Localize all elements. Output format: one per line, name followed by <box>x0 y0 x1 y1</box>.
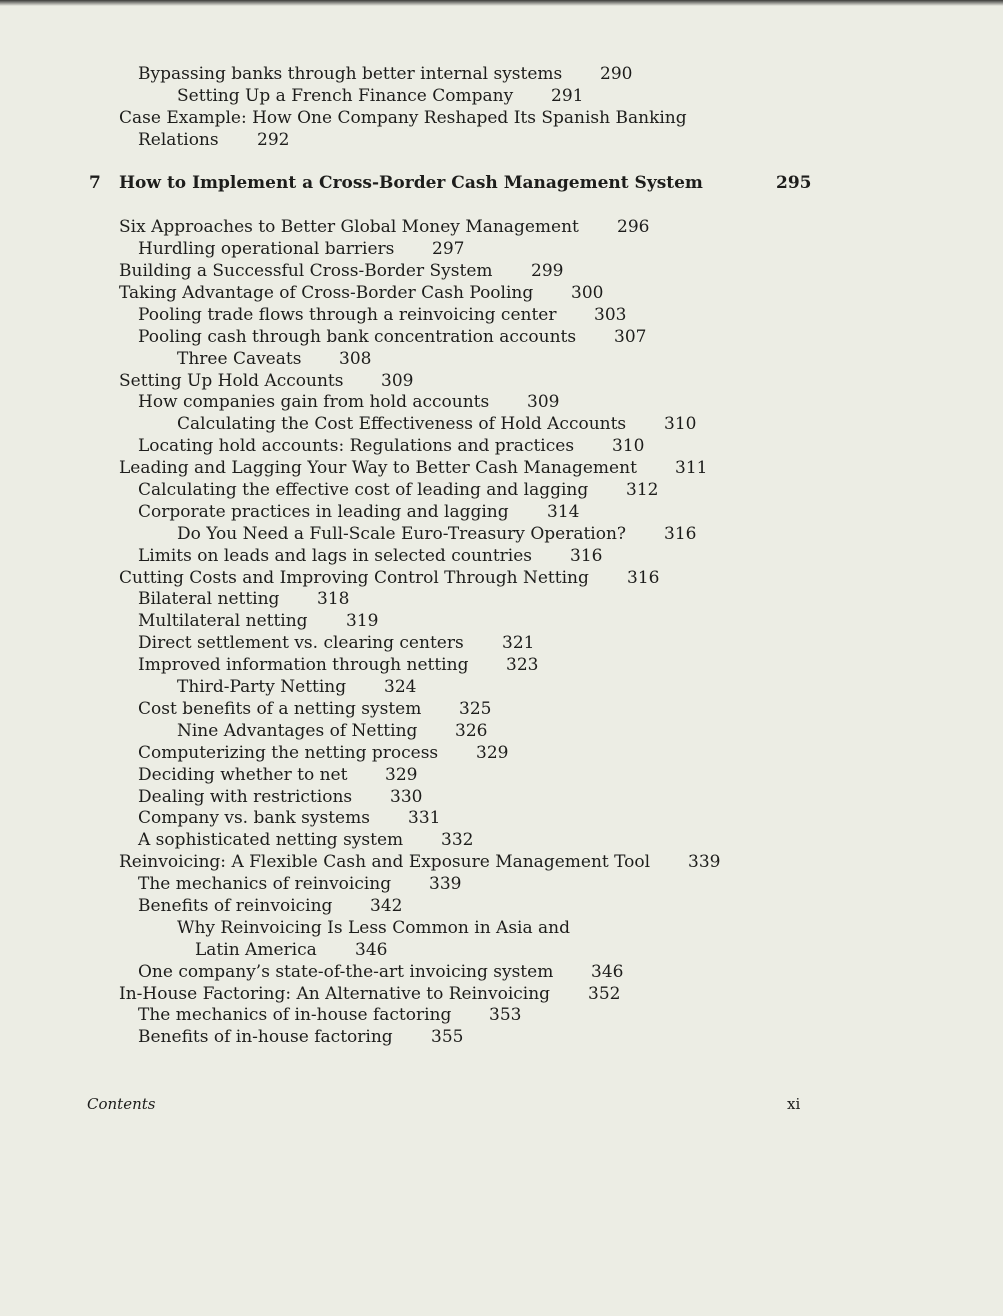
toc-entry-title: Calculating the effective cost of leading and lagging <box>138 480 589 501</box>
toc-entry[interactable] <box>0 130 1003 152</box>
toc-entry[interactable] <box>0 108 1003 130</box>
toc-entry-page-number: 296 <box>617 217 650 238</box>
toc-entry-page-number: 339 <box>429 874 462 895</box>
toc-entry[interactable] <box>0 765 1003 787</box>
toc-entry[interactable] <box>0 64 1003 86</box>
toc-entry-title: In-House Factoring: An Alternative to Reinvoicing <box>119 983 551 1004</box>
toc-entry-page-number: 290 <box>600 64 633 84</box>
toc-entry-title: Calculating the Cost Effectiveness of Hold Accounts <box>177 414 627 435</box>
toc-entry[interactable] <box>0 633 1003 655</box>
toc-entry[interactable] <box>0 86 1003 108</box>
toc-entry-title: Setting Up a French Finance Company <box>177 85 514 106</box>
toc-entry-title: Six Approaches to Better Global Money Management <box>119 217 579 238</box>
toc-entry[interactable] <box>0 808 1003 830</box>
toc-entry[interactable] <box>0 414 1003 436</box>
toc-entry-title: Third-Party Netting <box>177 677 347 698</box>
toc-entry[interactable] <box>0 830 1003 852</box>
table-of-contents <box>0 64 1003 1049</box>
toc-entry-page-number: 314 <box>547 501 580 522</box>
toc-entry[interactable] <box>0 392 1003 414</box>
toc-entry[interactable] <box>0 480 1003 502</box>
toc-entry-page-number: 321 <box>502 633 535 654</box>
toc-entry-page-number: 316 <box>570 545 603 566</box>
toc-entry-page-number: 316 <box>664 523 697 544</box>
toc-entry[interactable] <box>0 918 1003 940</box>
toc-entry-title: Building a Successful Cross-Border System <box>119 261 493 282</box>
toc-entry[interactable] <box>0 787 1003 809</box>
toc-entry-title: Improved information through netting <box>138 655 469 676</box>
toc-entry-title: The mechanics of in-house factoring <box>138 1005 452 1026</box>
toc-entry-title: Benefits of reinvoicing <box>138 895 333 916</box>
toc-entry-page-number: 312 <box>626 480 659 501</box>
toc-entry-page-number: 318 <box>317 589 350 610</box>
toc-entry[interactable] <box>0 239 1003 261</box>
toc-entry-title: Computerizing the netting process <box>138 742 439 763</box>
toc-entry-page-number: 325 <box>459 698 492 719</box>
toc-entry[interactable] <box>0 458 1003 480</box>
toc-entry-page-number: 299 <box>531 261 564 282</box>
toc-entry-page-number: 324 <box>384 677 417 698</box>
spacer <box>0 152 1003 174</box>
toc-entry-title: Latin America <box>195 939 317 960</box>
toc-entry-page-number: 311 <box>675 458 708 479</box>
toc-entry[interactable] <box>0 568 1003 590</box>
toc-entry-title: Taking Advantage of Cross-Border Cash Pooling <box>119 283 534 304</box>
toc-entry[interactable] <box>0 217 1003 239</box>
toc-entry-title: One company’s state-of-the-art invoicing system <box>138 961 554 982</box>
toc-entry-page-number: 309 <box>381 370 414 391</box>
toc-entry-title: Locating hold accounts: Regulations and practices <box>138 436 575 457</box>
toc-entry-title: How companies gain from hold accounts <box>138 392 490 413</box>
toc-entry-title: Company vs. bank systems <box>138 808 370 829</box>
toc-entry[interactable] <box>0 874 1003 896</box>
toc-entry-title: Dealing with restrictions <box>138 786 353 807</box>
toc-entry-page-number: 332 <box>441 830 474 851</box>
toc-entry-title: Corporate practices in leading and lagging <box>138 501 509 522</box>
toc-entry[interactable] <box>0 962 1003 984</box>
toc-entry-page-number: 323 <box>506 655 539 676</box>
toc-entry-page-number: 297 <box>432 239 465 260</box>
toc-entry[interactable] <box>0 349 1003 371</box>
toc-entry[interactable] <box>0 1027 1003 1049</box>
toc-entry-page-number: 331 <box>408 808 441 829</box>
toc-entry-title: Pooling cash through bank concentration accounts <box>138 326 577 347</box>
toc-entry-page-number: 310 <box>664 414 697 435</box>
toc-entry-page-number: 291 <box>551 85 584 106</box>
toc-entry-title: Bypassing banks through better internal systems <box>138 64 563 84</box>
toc-entry[interactable] <box>0 743 1003 765</box>
toc-entry-title: Case Example: How One Company Reshaped Its Spanish Banking <box>119 107 687 128</box>
toc-entry[interactable] <box>0 283 1003 305</box>
toc-entry-page-number: 352 <box>588 983 621 1004</box>
toc-entry[interactable] <box>0 940 1003 962</box>
toc-entry-page-number: 353 <box>489 1005 522 1026</box>
chapter-heading[interactable] <box>0 173 1003 195</box>
toc-entry-title: Nine Advantages of Netting <box>177 720 418 741</box>
toc-entries-before-chapter <box>0 64 1003 152</box>
toc-entry[interactable] <box>0 524 1003 546</box>
chapter-title: How to Implement a Cross-Border Cash Management System <box>119 173 703 194</box>
toc-entry[interactable] <box>0 371 1003 393</box>
toc-entry-page-number: 307 <box>614 326 647 347</box>
toc-entry-page-number: 346 <box>355 939 388 960</box>
toc-entry[interactable] <box>0 546 1003 568</box>
toc-entry-page-number: 316 <box>627 567 660 588</box>
footer-section-label: Contents <box>87 1095 156 1113</box>
toc-entry-title: Deciding whether to net <box>138 764 348 785</box>
toc-entry[interactable] <box>0 852 1003 874</box>
toc-entry-title: Three Caveats <box>177 348 302 369</box>
toc-entry-title: Relations <box>138 129 219 150</box>
chapter-page-number: 295 <box>776 173 812 194</box>
toc-entry-page-number: 303 <box>594 304 627 325</box>
toc-entry-page-number: 326 <box>455 720 488 741</box>
toc-entry-title: Bilateral netting <box>138 589 280 610</box>
toc-entry[interactable] <box>0 261 1003 283</box>
toc-entry-title: The mechanics of reinvoicing <box>138 874 392 895</box>
toc-entry-page-number: 309 <box>527 392 560 413</box>
toc-entry-page-number: 330 <box>390 786 423 807</box>
toc-entry[interactable] <box>0 677 1003 699</box>
page-edge-shadow <box>0 0 1003 6</box>
footer-page-number: xi <box>787 1095 801 1113</box>
toc-entry[interactable] <box>0 721 1003 743</box>
toc-entry-title: Leading and Lagging Your Way to Better Cash Management <box>119 458 637 479</box>
chapter-number: 7 <box>89 173 101 194</box>
toc-entry[interactable] <box>0 502 1003 524</box>
toc-entry-page-number: 292 <box>257 129 290 150</box>
toc-entry-page-number: 346 <box>591 961 624 982</box>
toc-entry-page-number: 342 <box>370 895 403 916</box>
toc-entry[interactable] <box>0 589 1003 611</box>
toc-entry-page-number: 329 <box>476 742 509 763</box>
toc-entry[interactable] <box>0 699 1003 721</box>
toc-entry-title: Pooling trade flows through a reinvoicing center <box>138 304 557 325</box>
toc-entry-title: Reinvoicing: A Flexible Cash and Exposure Management Tool <box>119 852 651 873</box>
toc-entry-page-number: 300 <box>571 283 604 304</box>
toc-entry-page-number: 329 <box>385 764 418 785</box>
toc-entry-title: Benefits of in-house factoring <box>138 1027 393 1048</box>
toc-entry-title: Cutting Costs and Improving Control Through Netting <box>119 567 589 588</box>
toc-entry-page-number: 308 <box>339 348 372 369</box>
toc-entry[interactable] <box>0 896 1003 918</box>
toc-entry-title: Limits on leads and lags in selected countries <box>138 545 533 566</box>
toc-entry-page-number: 310 <box>612 436 645 457</box>
toc-entry[interactable] <box>0 327 1003 349</box>
toc-entry[interactable] <box>0 1005 1003 1027</box>
toc-entry-title: Direct settlement vs. clearing centers <box>138 633 464 654</box>
toc-entry-page-number: 355 <box>431 1027 464 1048</box>
toc-entry-title: A sophisticated netting system <box>138 830 404 851</box>
toc-entry-title: Do You Need a Full-Scale Euro-Treasury Operation? <box>177 523 627 544</box>
toc-entry[interactable] <box>0 655 1003 677</box>
toc-entry-page-number: 339 <box>688 852 721 873</box>
toc-entry[interactable] <box>0 305 1003 327</box>
toc-entry-title: Cost benefits of a netting system <box>138 698 422 719</box>
toc-entry-title: Multilateral netting <box>138 611 308 632</box>
toc-entry-title: Why Reinvoicing Is Less Common in Asia and <box>177 917 570 938</box>
toc-entry-title: Setting Up Hold Accounts <box>119 370 344 391</box>
toc-entry[interactable] <box>0 984 1003 1006</box>
toc-entry[interactable] <box>0 611 1003 633</box>
spacer <box>0 195 1003 217</box>
toc-entries-chapter <box>0 217 1003 1049</box>
toc-entry[interactable] <box>0 436 1003 458</box>
toc-entry-title: Hurdling operational barriers <box>138 239 395 260</box>
toc-entry-page-number: 319 <box>346 611 379 632</box>
